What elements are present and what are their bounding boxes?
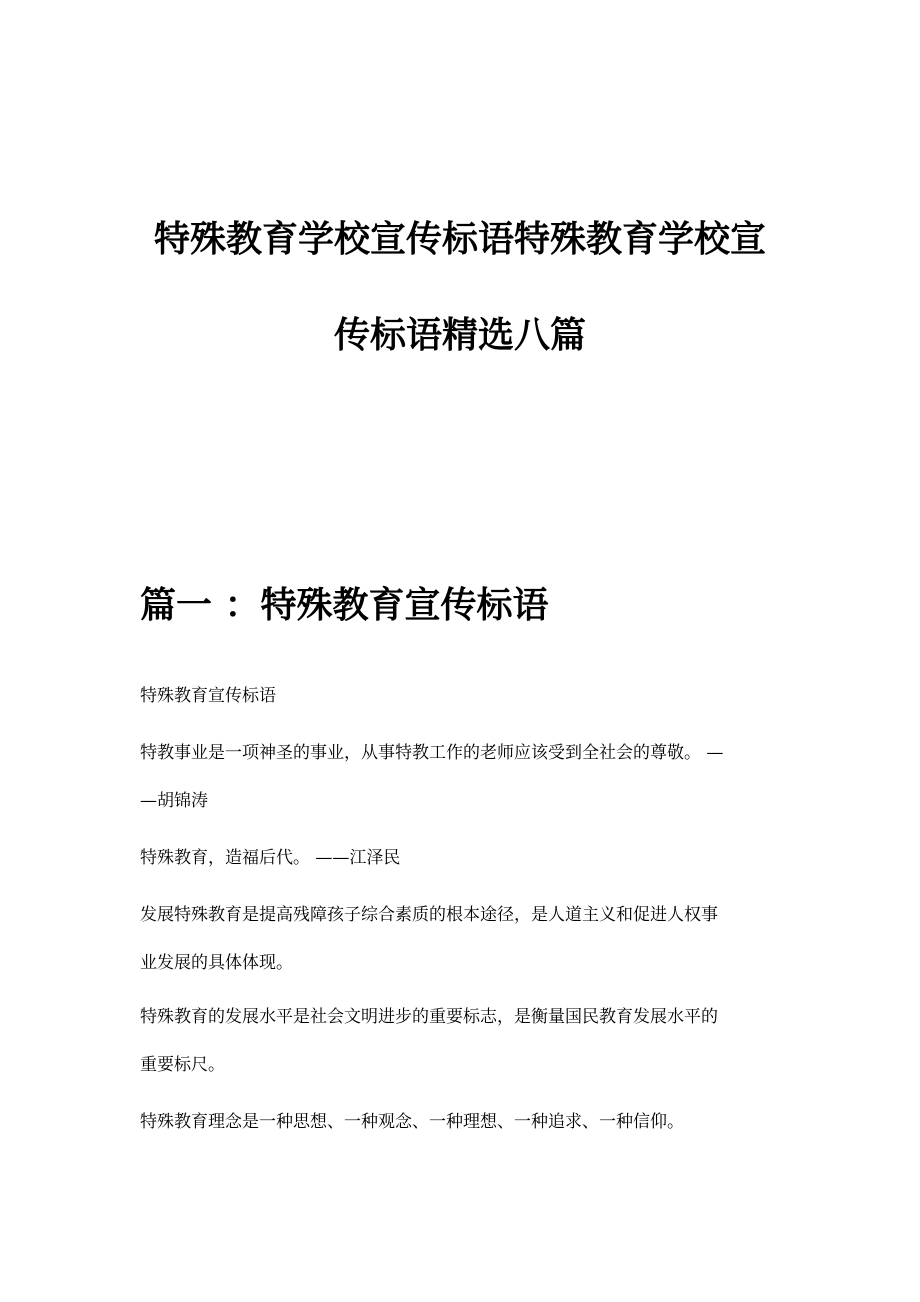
paragraph-quote-1-attribution: —胡锦涛: [140, 791, 208, 811]
document-title-line-2: 传标语精选八篇: [333, 315, 586, 356]
paragraph-slogan-1: 发展特殊教育是提高残障孩子综合素质的根本途径，是人道主义和促进人权事: [140, 905, 718, 925]
paragraph-slogan-1-cont: 业发展的具体体现。: [140, 953, 293, 973]
paragraph-quote-2: 特殊教育，造福后代。 ——江泽民: [140, 848, 401, 868]
paragraph-slogan-2-cont: 重要标尺。: [140, 1055, 225, 1075]
paragraph-slogan-2: 特殊教育的发展水平是社会文明进步的重要标志，是衡量国民教育发展水平的: [140, 1007, 718, 1027]
document-title-line-1: 特殊教育学校宣传标语特殊教育学校宣: [153, 219, 766, 260]
paragraph-quote-1: 特教事业是一项神圣的事业，从事特教工作的老师应该受到全社会的尊敬。 —: [140, 743, 724, 763]
paragraph-slogan-3: 特殊教育理念是一种思想、一种观念、一种理想、一种追求、一种信仰。: [140, 1112, 684, 1132]
paragraph-subtitle: 特殊教育宣传标语: [140, 686, 276, 706]
section-heading: 篇一 ：特殊教育宣传标语: [140, 585, 549, 626]
